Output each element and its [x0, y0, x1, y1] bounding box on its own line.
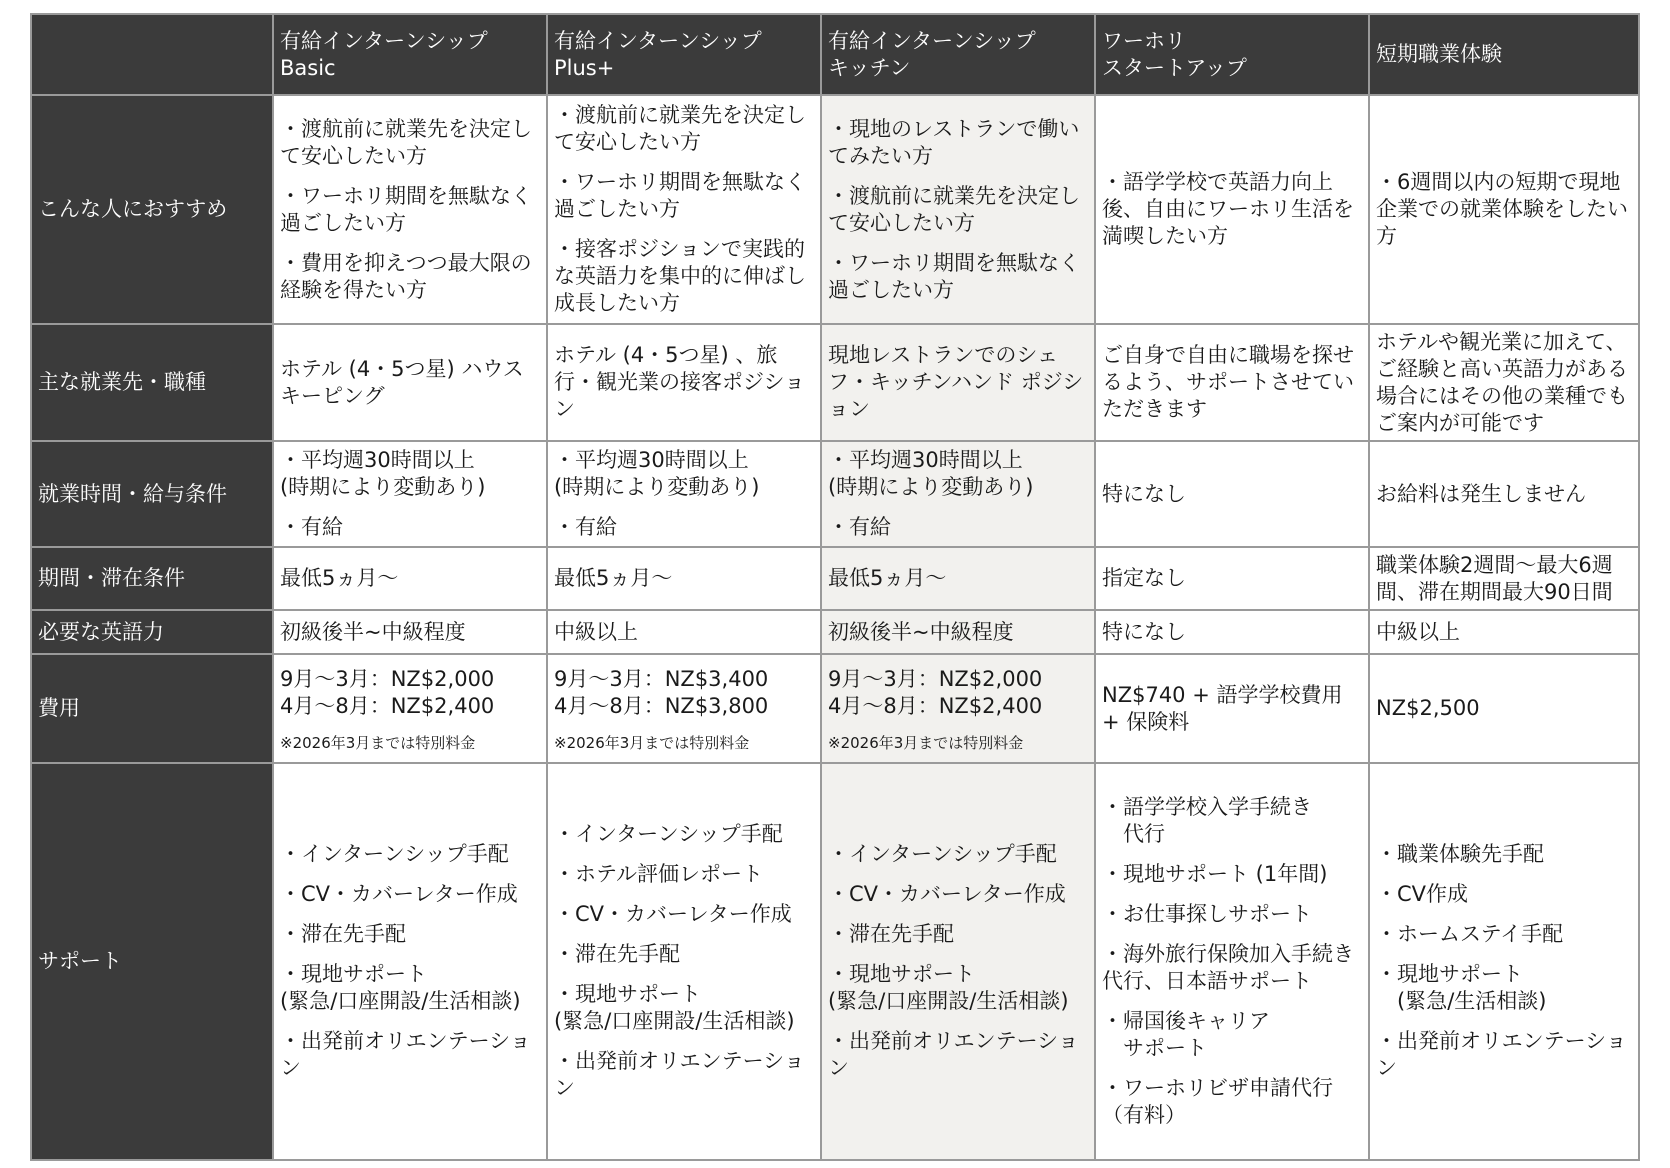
- cell-cost-kitchen: 9月～3月：NZ$2,000 4月～8月：NZ$2,400 ※2026年3月までは特別料金: [821, 654, 1095, 763]
- row-head-support: サポート: [31, 763, 273, 1160]
- cell-english-basic: 初級後半~中級程度: [273, 610, 547, 654]
- row-head-hours: 就業時間・給与条件: [31, 441, 273, 547]
- cell-cost-plus: 9月～3月：NZ$3,400 4月～8月：NZ$3,800 ※2026年3月までは特別料金: [547, 654, 821, 763]
- cell-support-plus: ・インターンシップ手配 ・ホテル評価レポート ・CV・カバーレター作成 ・滞在先手配 ・現地サポート (緊急/口座開設/生活相談) ・出発前オリエンテーション: [547, 763, 821, 1160]
- row-english: [31, 610, 1639, 654]
- cost-note: ※2026年3月までは特別料金: [280, 733, 476, 752]
- row-period: [31, 547, 1639, 610]
- cell-jobs-basic: ホテル (4・5つ星) ハウスキーピング: [273, 324, 547, 441]
- cell-english-startup: 特になし: [1095, 610, 1369, 654]
- cell-cost-startup: NZ$740 + 語学学校費用 + 保険料: [1095, 654, 1369, 763]
- cost-note: ※2026年3月までは特別料金: [828, 733, 1024, 752]
- row-head-recommend: こんな人におすすめ: [31, 95, 273, 324]
- cell-english-kitchen: 初級後半~中級程度: [821, 610, 1095, 654]
- cell-hours-kitchen: ・平均週30時間以上 (時期により変動あり) ・有給: [821, 441, 1095, 547]
- cell-english-short: 中級以上: [1369, 610, 1639, 654]
- cell-recommend-kitchen: ・現地のレストランで働いてみたい方 ・渡航前に就業先を決定して安心したい方 ・ワーホリ期間を無駄なく過ごしたい方: [821, 95, 1095, 324]
- cell-period-plus: 最低5ヵ月～: [547, 547, 821, 610]
- col-head-plus: 有給インターンシップ Plus+: [547, 14, 821, 95]
- cell-recommend-basic: ・渡航前に就業先を決定して安心したい方 ・ワーホリ期間を無駄なく過ごしたい方 ・費用を抑えつつ最大限の経験を得たい方: [273, 95, 547, 324]
- cell-support-kitchen: ・インターンシップ手配 ・CV・カバーレター作成 ・滞在先手配 ・現地サポート (緊急/口座開設/生活相談) ・出発前オリエンテーション: [821, 763, 1095, 1160]
- header-row: [31, 14, 1639, 95]
- row-recommend: [31, 95, 1639, 324]
- cell-hours-startup: 特になし: [1095, 441, 1369, 547]
- cell-period-startup: 指定なし: [1095, 547, 1369, 610]
- comparison-table: [30, 13, 1640, 1161]
- cell-period-kitchen: 最低5ヵ月～: [821, 547, 1095, 610]
- col-head-startup: ワーホリ スタートアップ: [1095, 14, 1369, 95]
- col-head-kitchen: 有給インターンシップ キッチン: [821, 14, 1095, 95]
- cell-jobs-plus: ホテル (4・5つ星) 、旅行・観光業の接客ポジション: [547, 324, 821, 441]
- cell-english-plus: 中級以上: [547, 610, 821, 654]
- row-support: [31, 763, 1639, 1160]
- cell-hours-plus: ・平均週30時間以上 (時期により変動あり) ・有給: [547, 441, 821, 547]
- row-head-cost: 費用: [31, 654, 273, 763]
- col-head-basic: 有給インターンシップ Basic: [273, 14, 547, 95]
- cell-support-basic: ・インターンシップ手配 ・CV・カバーレター作成 ・滞在先手配 ・現地サポート (緊急/口座開設/生活相談) ・出発前オリエンテーション: [273, 763, 547, 1160]
- cell-recommend-startup: ・語学学校で英語力向上後、自由にワーホリ生活を満喫したい方: [1095, 95, 1369, 324]
- row-cost: [31, 654, 1639, 763]
- row-head-jobs: 主な就業先・職種: [31, 324, 273, 441]
- cost-note: ※2026年3月までは特別料金: [554, 733, 750, 752]
- cell-period-basic: 最低5ヵ月～: [273, 547, 547, 610]
- cell-hours-basic: ・平均週30時間以上 (時期により変動あり) ・有給: [273, 441, 547, 547]
- corner-cell: [31, 14, 273, 95]
- row-head-period: 期間・滞在条件: [31, 547, 273, 610]
- cell-cost-short: NZ$2,500: [1369, 654, 1639, 763]
- cell-cost-basic: 9月～3月：NZ$2,000 4月～8月：NZ$2,400 ※2026年3月までは特別料金: [273, 654, 547, 763]
- cell-recommend-short: ・6週間以内の短期で現地企業での就業体験をしたい方: [1369, 95, 1639, 324]
- cell-hours-short: お給料は発生しません: [1369, 441, 1639, 547]
- cell-jobs-startup: ご自身で自由に職場を探せるよう、サポートさせていただきます: [1095, 324, 1369, 441]
- cell-recommend-plus: ・渡航前に就業先を決定して安心したい方 ・ワーホリ期間を無駄なく過ごしたい方 ・接客ポジションで実践的な英語力を集中的に伸ばし成長したい方: [547, 95, 821, 324]
- cell-support-startup: ・語学学校入学手続き 代行 ・現地サポート (1年間) ・お仕事探しサポート ・海外旅行保険加入手続き代行、日本語サポート ・帰国後キャリア サポート ・ワーホリビザ申請代行 （有料）: [1095, 763, 1369, 1160]
- row-head-english: 必要な英語力: [31, 610, 273, 654]
- col-head-short: 短期職業体験: [1369, 14, 1639, 95]
- cell-jobs-kitchen: 現地レストランでのシェフ・キッチンハンド ポジション: [821, 324, 1095, 441]
- row-jobs: [31, 324, 1639, 441]
- cell-jobs-short: ホテルや観光業に加えて、ご経験と高い英語力がある場合にはその他の業種でもご案内が可能です: [1369, 324, 1639, 441]
- cell-support-short: ・職業体験先手配 ・CV作成 ・ホームステイ手配 ・現地サポート (緊急/生活相談) ・出発前オリエンテーション: [1369, 763, 1639, 1160]
- row-hours: [31, 441, 1639, 547]
- cell-period-short: 職業体験2週間～最大6週間、滞在期間最大90日間: [1369, 547, 1639, 610]
